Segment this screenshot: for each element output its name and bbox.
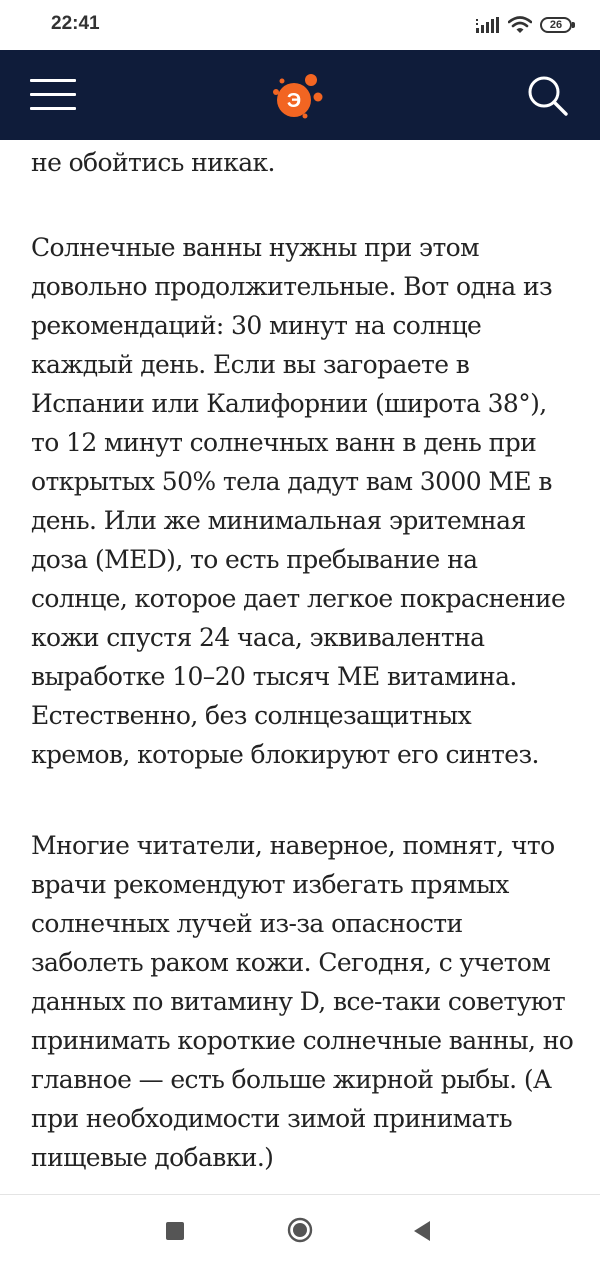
triangle-back-icon: [412, 1220, 432, 1242]
status-icons: [476, 14, 572, 36]
status-bar: [0, 0, 600, 50]
app-header: [0, 50, 600, 140]
home-button[interactable]: [287, 1217, 313, 1243]
circle-icon: [287, 1217, 313, 1243]
logo-letter: Э: [286, 90, 302, 112]
article-paragraph: не обойтись никак.: [31, 148, 275, 177]
system-nav-bar: [0, 1194, 600, 1266]
wifi-icon: [508, 16, 532, 34]
logo-icon: [268, 70, 332, 122]
recents-button[interactable]: [166, 1222, 184, 1240]
battery-level: 26: [549, 19, 563, 31]
search-button[interactable]: [526, 74, 570, 118]
status-time: 22:41: [51, 13, 100, 34]
battery-icon: [540, 17, 572, 33]
site-logo[interactable]: [268, 70, 332, 122]
article-paragraph: Многие читатели, наверное, помнят, что врачи рекомендуют избегать прямых солнечных лучей из-за опасности заболеть раком кожи. Сегодня, с учетом данных по витамину D, все-таки советуют принимать короткие солнечные ванны, но главное — есть больше жирной рыбы. (А при необходимости зимой принимать пищевые добавки.): [31, 831, 574, 1172]
signal-icon: [476, 17, 500, 33]
article-body: [0, 140, 600, 1194]
back-button[interactable]: [412, 1220, 432, 1242]
search-icon: [526, 74, 570, 118]
menu-button[interactable]: [30, 74, 76, 114]
article-paragraph: Солнечные ванны нужны при этом довольно продолжительные. Вот одна из рекомендаций: 30 минут на солнце каждый день. Если вы загораете в Испании или Калифорнии (широта 38°), то 12 минут солнечных ванн в день при открытых 50% тела дадут вам 3000 МЕ в день. Или же минимальная эритемная доза (MED), то есть пребывание на солнце, которое дает легкое покраснение кожи спустя 24 часа, эквивалентна выработке 10–20 тысяч МЕ витамина. Естественно, без солнцезащитных кремов, которые блокируют его синтез.: [31, 233, 566, 769]
